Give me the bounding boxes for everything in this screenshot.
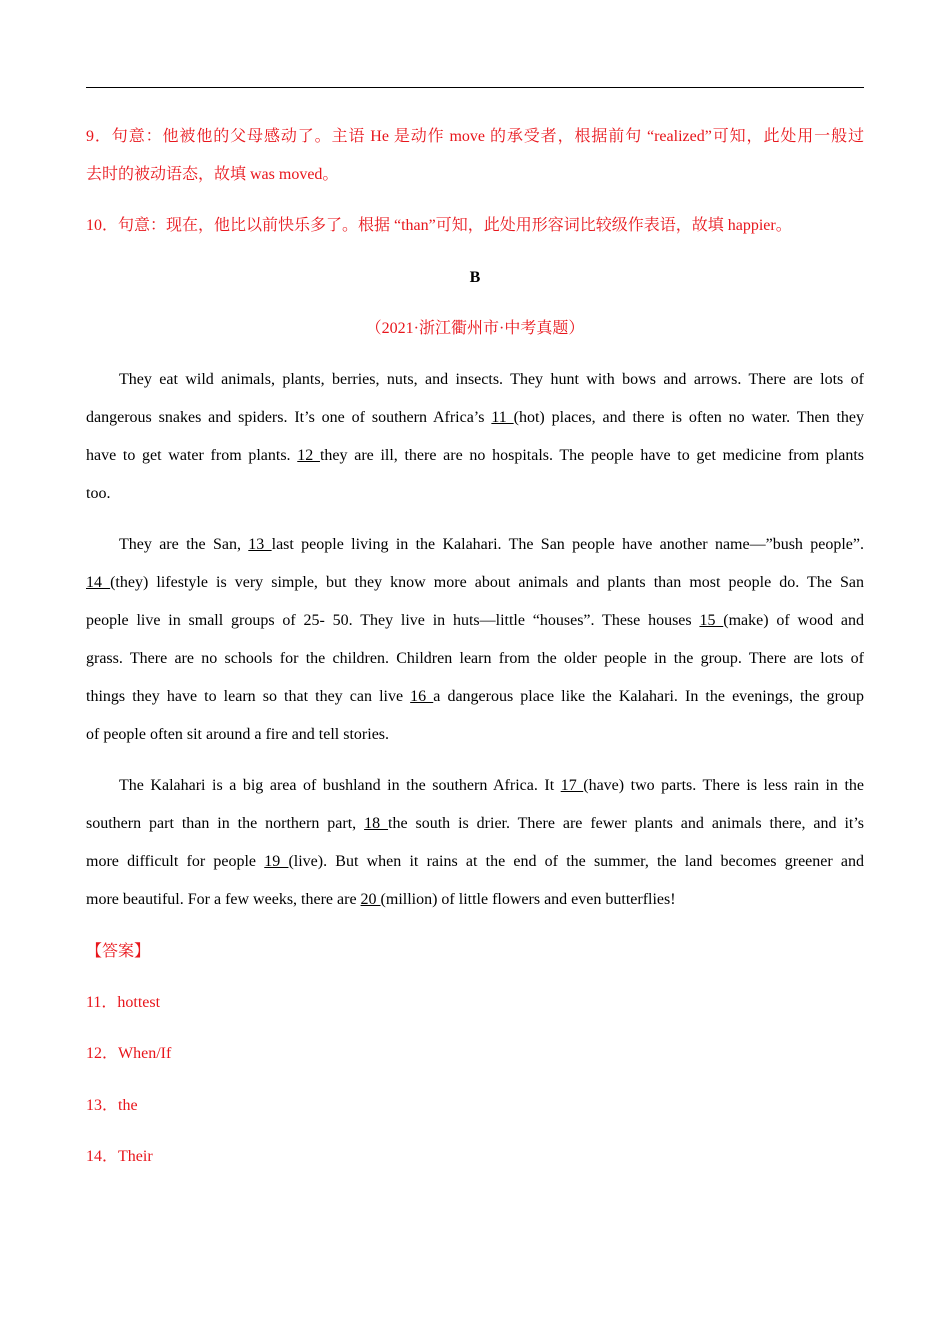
explanation-9-line2: 去时的被动语态，故填 was moved。 (86, 166, 339, 183)
passage-p2-line4: grass. There are no schools for the children. Children learn from the older people in the group. There are lots of (86, 650, 864, 667)
passage-p2-line3 (86, 611, 864, 631)
text: a dangerous place like the Kalahari. In the evenings, the group (433, 688, 865, 705)
source-label: （2021·浙江衢州市·中考真题） (365, 320, 585, 337)
text: people live in small groups of 25- 50. They live in huts—little “houses”. These houses (86, 612, 700, 629)
text: they are ill, there are no hospitals. The people have to get medicine from plants (319, 447, 865, 464)
blank-15: 15 (699, 612, 724, 629)
text: (hot) places, and there is often no water. Then they (513, 409, 865, 426)
text: (million) of little flowers and even butterflies! (380, 891, 676, 908)
answer-14: 14．Their (86, 1148, 153, 1165)
passage-p2-line1 (86, 535, 864, 555)
text: have to get water from plants. (86, 447, 298, 464)
text: They are the San, (119, 536, 249, 553)
blank-20: 20 (360, 891, 381, 908)
explanation-9-line1: 9．句意：他被他的父母感动了。主语 He 是动作 move 的承受者，根据前句 “realized”可知，此处用一般过 (86, 128, 864, 145)
answer-11: 11．hottest (86, 994, 161, 1011)
explanation-10: 10．句意：现在，他比以前快乐多了。根据 “than”可知，此处用形容词比较级作表语，故填 happier。 (86, 217, 792, 234)
passage-p3-line2 (86, 814, 864, 834)
text: (make) of wood and (723, 612, 864, 629)
passage-p2-line6: of people often sit around a fire and tell stories. (86, 726, 390, 743)
text: things they have to learn so that they can live (86, 688, 411, 705)
text: more difficult for people (86, 853, 265, 870)
text: The Kalahari is a big area of bushland in the southern Africa. It (119, 777, 561, 794)
text: last people living in the Kalahari. The San people have another name—”bush people”. (271, 536, 865, 553)
answer-heading: 【答案】 (86, 943, 151, 960)
blank-14: 14 (86, 574, 111, 591)
passage-p1-line4: too. (86, 485, 111, 502)
passage-p1-line2 (86, 408, 864, 428)
passage-p2-line2 (86, 573, 864, 593)
text: (live). But when it rains at the end of the summer, the land becomes greener and (288, 853, 865, 870)
blank-12: 12 (297, 447, 320, 464)
passage-p2-line5 (86, 687, 864, 707)
blank-18: 18 (364, 815, 389, 832)
text: southern part than in the northern part, (86, 815, 365, 832)
text: the south is drier. There are fewer plants and animals there, and it’s (388, 815, 865, 832)
passage-p3-line4 (86, 890, 864, 910)
passage-p1-line3 (86, 446, 864, 466)
text: more beautiful. For a few weeks, there are (86, 891, 361, 908)
text: (they) lifestyle is very simple, but they know more about animals and plants than most people do. The San (110, 574, 865, 591)
passage-p3-line3 (86, 852, 864, 872)
passage-p3-line1 (86, 776, 864, 796)
section-label: B (469, 269, 481, 286)
blank-19: 19 (264, 853, 289, 870)
blank-16: 16 (410, 688, 434, 705)
answer-13: 13．the (86, 1097, 138, 1114)
text: dangerous snakes and spiders. It’s one of southern Africa’s (86, 409, 492, 426)
answer-12: 12．When/If (86, 1045, 172, 1062)
passage-p1-line1: They eat wild animals, plants, berries, nuts, and insects. They hunt with bows and arrows. There are lots of (119, 371, 864, 388)
header-rule (86, 87, 864, 88)
blank-11: 11 (491, 409, 514, 426)
blank-13: 13 (248, 536, 272, 553)
blank-17: 17 (560, 777, 584, 794)
text: (have) two parts. There is less rain in the (583, 777, 865, 794)
